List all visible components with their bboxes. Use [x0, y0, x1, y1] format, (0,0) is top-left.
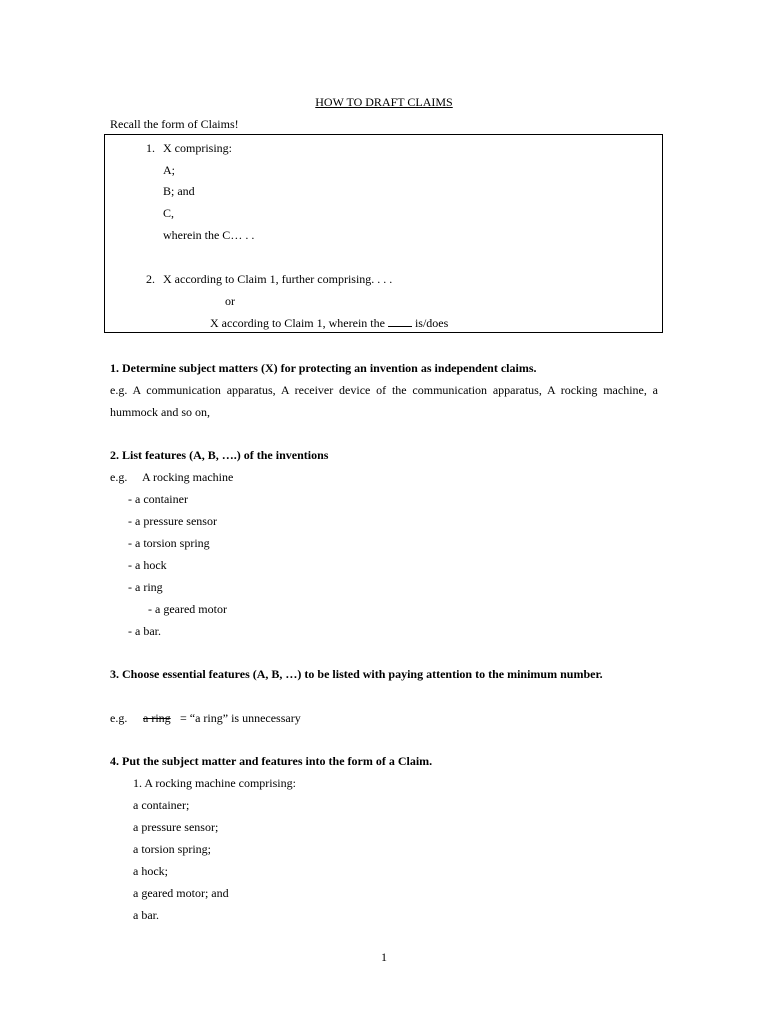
step-1-heading: 1. Determine subject matters (X) for protecting an invention as independent claims. [110, 361, 537, 375]
step-2-eg-label: e.g. [110, 470, 128, 484]
feature-item: - a torsion spring [128, 536, 210, 550]
page-title: HOW TO DRAFT CLAIMS [315, 95, 453, 109]
feature-item: - a ring [128, 580, 163, 594]
claim-example-element: a hock; [133, 864, 168, 878]
feature-item: - a container [128, 492, 188, 506]
step-3-note: = “a ring” is unnecessary [180, 711, 301, 725]
claim-2-heading: X according to Claim 1, further comprising. . . . [163, 272, 393, 286]
claim-example-element: a bar. [133, 908, 159, 922]
claim-2-number: 2. [146, 272, 155, 286]
feature-item: - a pressure sensor [128, 514, 217, 528]
feature-item: - a hock [128, 558, 167, 572]
claim-example-element: a pressure sensor; [133, 820, 219, 834]
step-2-eg-subject: A rocking machine [142, 470, 234, 484]
claim-2-alt-text: X according to Claim 1, wherein the [210, 316, 385, 330]
claim-example-heading: 1. A rocking machine comprising: [133, 776, 296, 790]
claim-1-element: B; and [163, 184, 195, 198]
claim-example-element: a geared motor; and [133, 886, 229, 900]
feature-item: - a bar. [128, 624, 161, 638]
claim-example-element: a torsion spring; [133, 842, 211, 856]
step-3-heading: 3. Choose essential features (A, B, …) to be listed with paying attention to the minimum number. [110, 667, 603, 681]
feature-item: - a geared motor [148, 602, 227, 616]
intro-text: Recall the form of Claims! [110, 117, 239, 131]
step-2-heading: 2. List features (A, B, ….) of the inventions [110, 448, 329, 462]
claim-2-alt-suffix: is/does [414, 316, 449, 330]
claim-1-heading: X comprising: [163, 141, 232, 155]
claim-2-or: or [225, 294, 235, 308]
claim-1-element: A; [163, 163, 175, 177]
claim-1-element: C, [163, 206, 175, 220]
step-3-eg-label: e.g. [110, 711, 128, 725]
claim-2-alternative [210, 316, 448, 330]
struck-feature: a ring [143, 711, 171, 725]
blank-line [388, 317, 412, 327]
step-4-heading: 4. Put the subject matter and features into the form of a Claim. [110, 754, 433, 768]
step-1-example: e.g. A communication apparatus, A receiver device of the communication apparatus, A rocking machine, a hummock and so on, [110, 383, 658, 419]
claim-example-element: a container; [133, 798, 190, 812]
claim-1-wherein: wherein the C… . . [163, 228, 255, 242]
page-number: 1 [381, 950, 387, 964]
claim-1-number: 1. [146, 141, 155, 155]
